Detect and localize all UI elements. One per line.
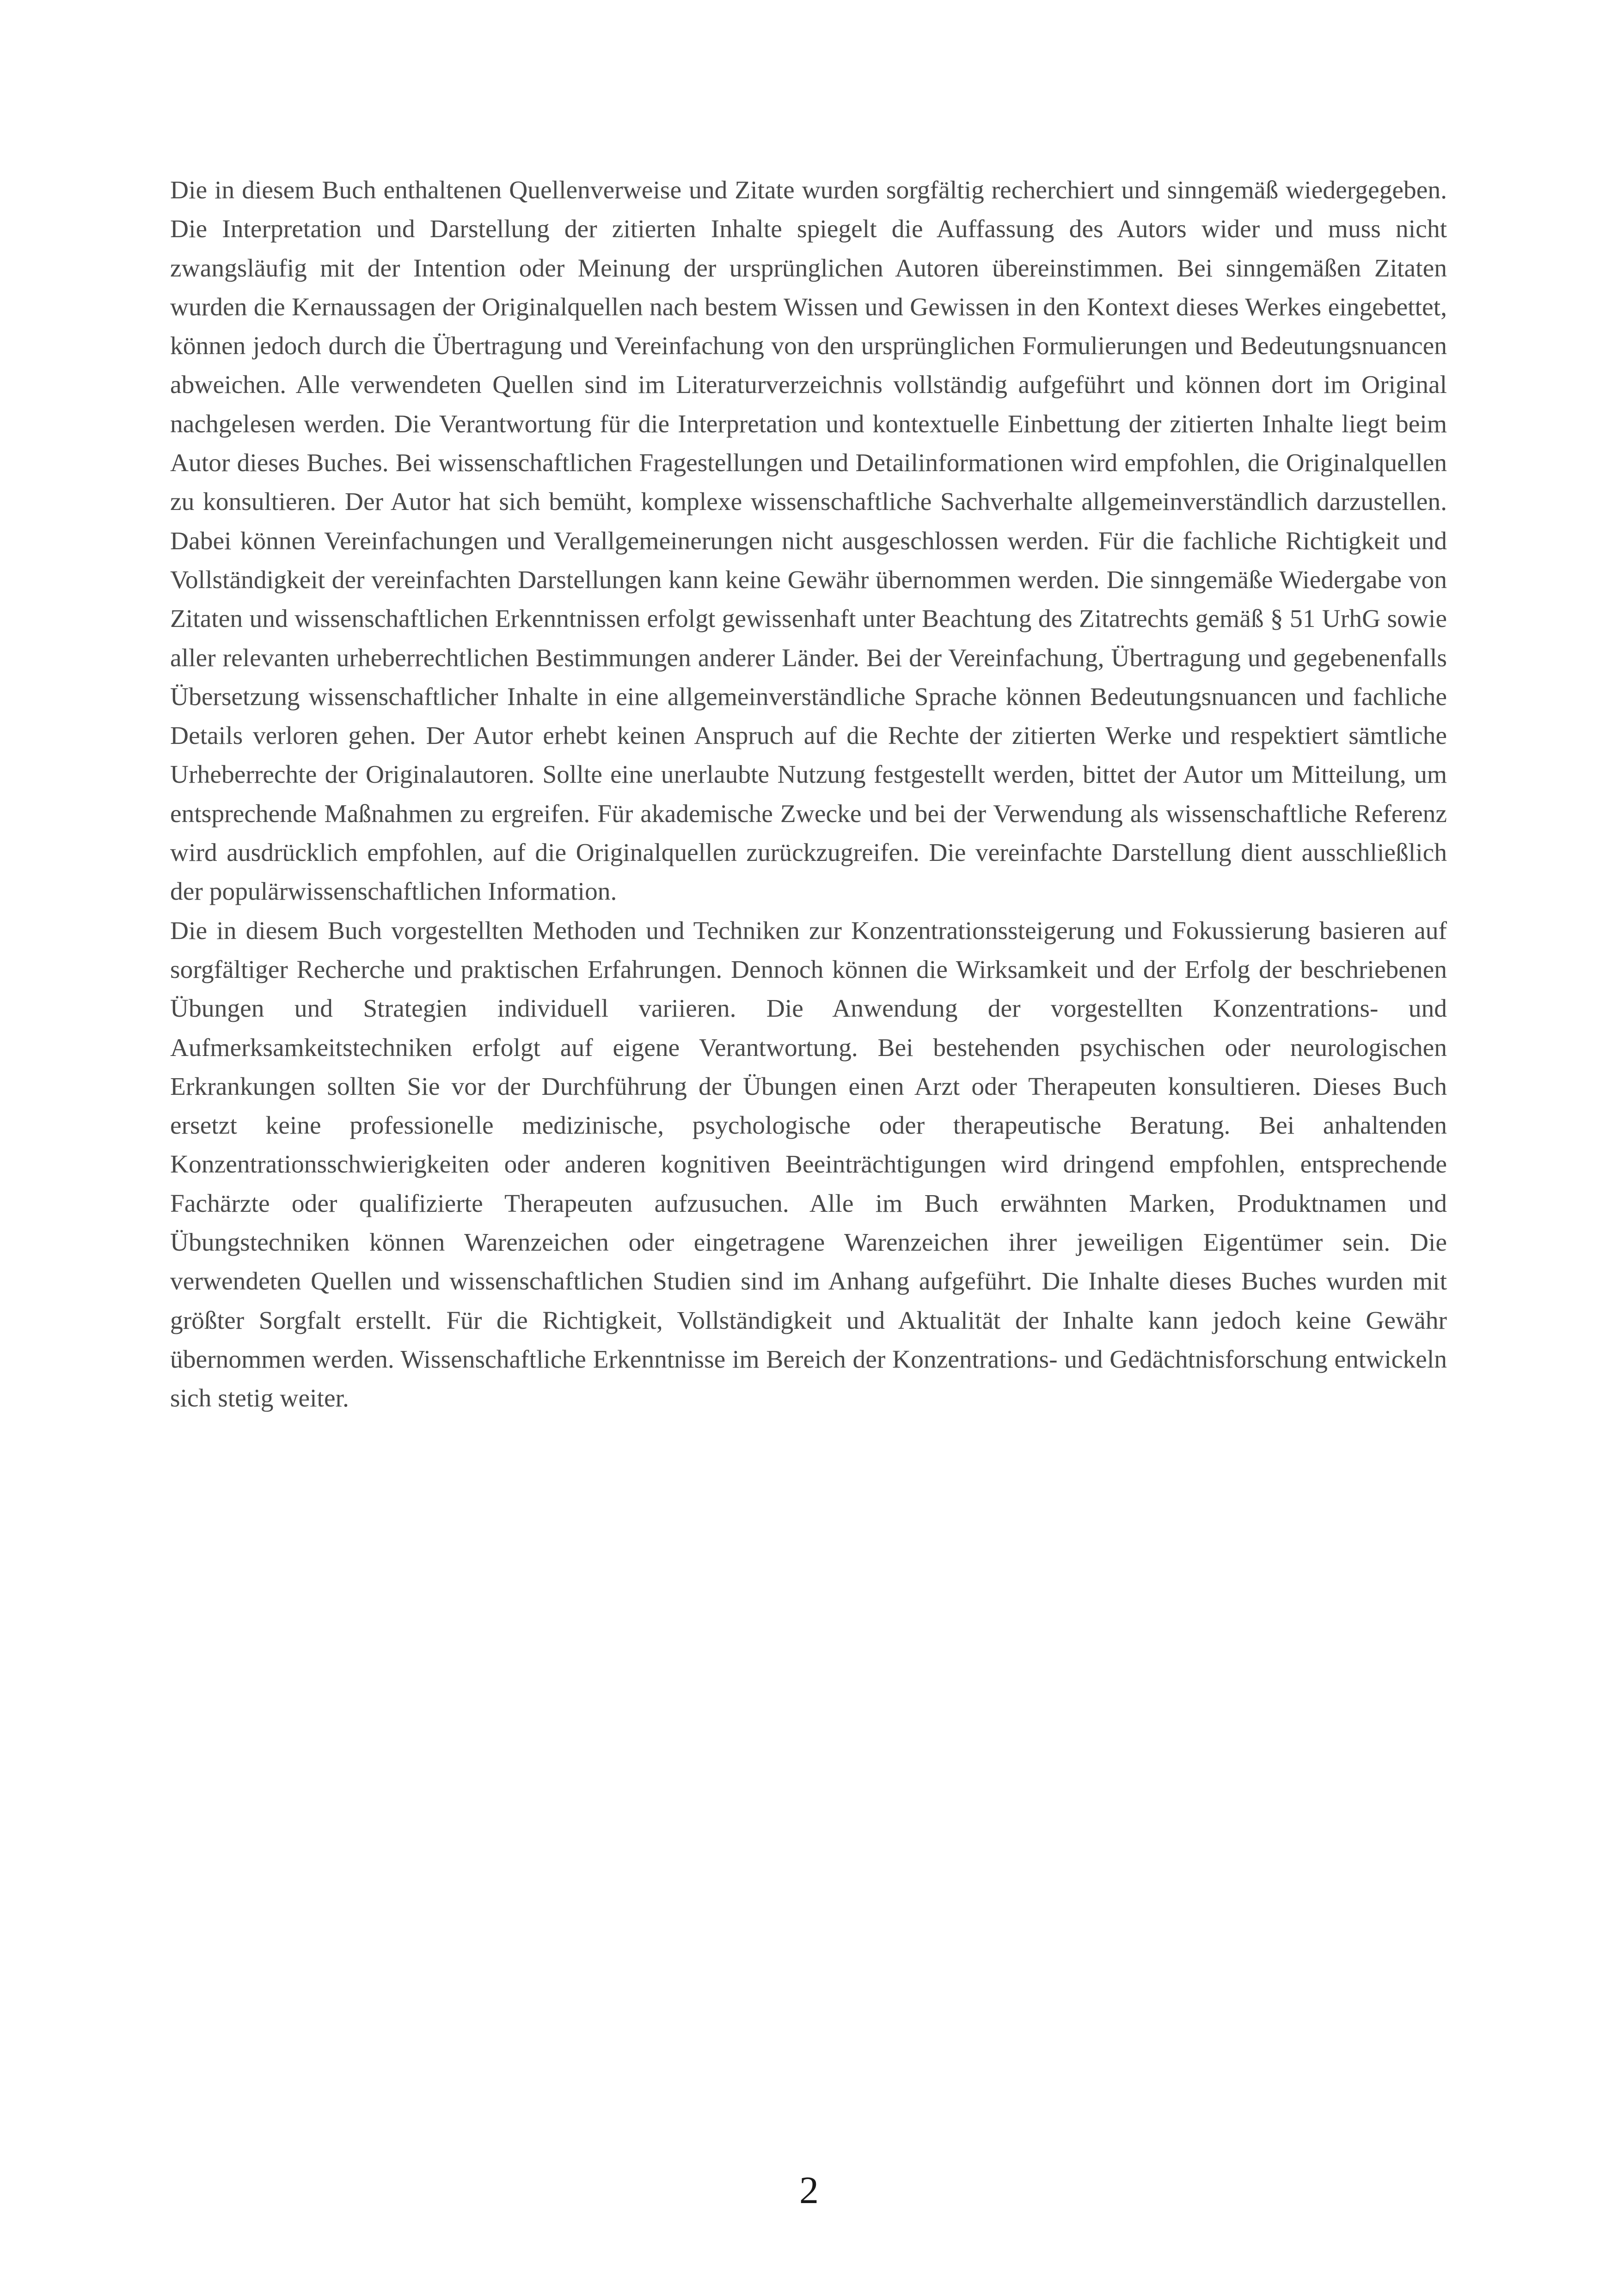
page-number: 2 — [799, 2169, 819, 2212]
paragraph-methods-disclaimer: Die in diesem Buch vorgestellten Methoden und Techniken zur Konzentrationssteigerung und Fokussierung basieren auf sorgfältiger Recherche und praktischen Erfahrungen. Dennoch können die Wirksamkeit und der Erfolg der beschriebenen Übungen und Strategien individuell variieren. Die Anwendung der vorgestellten Konzentrations- und Aufmerksamkeitstechniken erfolgt auf eigene Verantwortung. Bei bestehenden psychischen oder neurologischen Erkrankungen sollten Sie vor der Durchführung der Übungen einen Arzt oder Therapeuten konsultieren. Dieses Buch ersetzt keine professionelle medizinische, psychologische oder therapeutische Beratung. Bei anhaltenden Konzentrationsschwierigkeiten oder anderen kognitiven Beeinträchtigungen wird dringend empfohlen, entsprechende Fachärzte oder qualifizierte Therapeuten aufzusuchen. Alle im Buch erwähnten Marken, Produktnamen und Übungstechniken können Warenzeichen oder eingetragene Warenzeichen ihrer jeweiligen Eigentümer sein. Die verwendeten Quellen und wissenschaftlichen Studien sind im Anhang aufgeführt. Die Inhalte dieses Buches wurden mit größter Sorgfalt erstellt. Für die Richtigkeit, Vollständigkeit und Aktualität der Inhalte kann jedoch keine Gewähr übernommen werden. Wissenschaftliche Erkenntnisse im Bereich der Konzentrations- und Gedächtnisforschung entwickeln sich stetig weiter. — [170, 916, 1447, 1413]
paragraph-citations-disclaimer: Die in diesem Buch enthaltenen Quellenverweise und Zitate wurden sorgfältig recherchiert und sinngemäß wiedergegeben. Die Interpretation und Darstellung der zitierten Inhalte spiegelt die Auffassung des Autors wider und muss nicht zwangsläufig mit der Intention oder Meinung der ursprünglichen Autoren übereinstimmen. Bei sinngemäßen Zitaten wurden die Kernaussagen der Originalquellen nach bestem Wissen und Gewissen in den Kontext dieses Werkes eingebettet, können jedoch durch die Übertragung und Vereinfachung von den ursprünglichen Formulierungen und Bedeutungsnuancen abweichen. Alle verwendeten Quellen sind im Literaturverzeichnis vollständig aufgeführt und können dort im Original nachgelesen werden. Die Verantwortung für die Interpretation und kontextuelle Einbettung der zitierten Inhalte liegt beim Autor dieses Buches. Bei wissenschaftlichen Fragestellungen und Detailinformationen wird empfohlen, die Originalquellen zu konsultieren. Der Autor hat sich bemüht, komplexe wissenschaftliche Sachverhalte allgemeinverständlich darzustellen. Dabei können Vereinfachungen und Verallgemeinerungen nicht ausgeschlossen werden. Für die fachliche Richtigkeit und Vollständigkeit der vereinfachten Darstellungen kann keine Gewähr übernommen werden. Die sinngemäße Wiedergabe von Zitaten und wissenschaftlichen Erkenntnissen erfolgt gewissenhaft unter Beachtung des Zitatrechts gemäß § 51 UrhG sowie aller relevanten urheberrechtlichen Bestimmungen anderer Länder. Bei der Vereinfachung, Übertragung und gegebenenfalls Übersetzung wissenschaftlicher Inhalte in eine allgemeinverständliche Sprache können Bedeutungsnuancen und fachliche Details verloren gehen. Der Autor erhebt keinen Anspruch auf die Rechte der zitierten Werke und respektiert sämtliche Urheberrechte der Originalautoren. Sollte eine unerlaubte Nutzung festgestellt werden, bittet der Autor um Mitteilung, um entsprechende Maßnahmen zu ergreifen. Für akademische Zwecke und bei der Verwendung als wissenschaftliche Referenz wird ausdrücklich empfohlen, auf die Originalquellen zurückzugreifen. Die vereinfachte Darstellung dient ausschließlich der populärwissenschaftlichen Information. — [170, 176, 1447, 906]
body-text — [170, 171, 1447, 1418]
